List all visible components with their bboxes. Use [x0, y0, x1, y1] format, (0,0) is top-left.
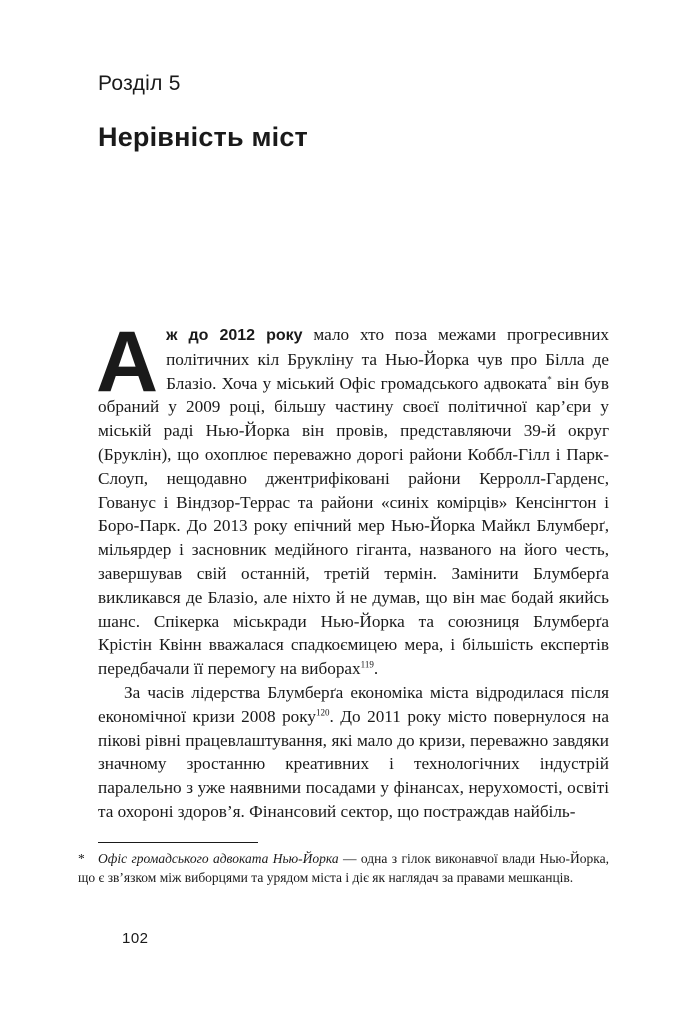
paragraph-2-text-b: . До 2011 року місто повернулося на пікові рівні працевлаштування, які мало до кризи, переважно завдяки значному зростанню креативних і технологічних індустрій паралельно з уже наявними посадами у фінансах, нерухомості, освіті та охороні здоров’я. Фінансовий сектор, що постраждав найбіль-	[98, 706, 609, 821]
body-text	[96, 314, 610, 824]
lead-in: ж до 2012 року	[166, 327, 303, 344]
footnote-mark[interactable]: *	[547, 373, 552, 384]
footnote-divider	[98, 842, 258, 843]
footnote-text: — одна з гілок виконавчої влади Нью-Йорка, що є зв’язком між виборцями та урядом міста і діє як наглядач за правами мешканців.	[78, 851, 609, 885]
page-number: 102	[122, 930, 149, 947]
footnote-marker: *	[78, 851, 85, 866]
paragraph-1-text-c: .	[373, 659, 379, 679]
paragraph-1	[96, 314, 610, 681]
drop-cap: А	[96, 314, 159, 410]
footnote	[78, 849, 609, 887]
paragraph-2	[98, 681, 609, 824]
endnote-ref-119[interactable]: 119	[360, 659, 374, 670]
chapter-title: Нерівність міст	[98, 122, 308, 152]
paragraph-2-text-a: За часів лідерства Блумберґа економіка міста відродилася після економічної кризи 2008 року	[98, 682, 609, 726]
paragraph-1-text-b: він був обраний у 2009 році, більшу частину своєї політичної кар’єри у міській раді Нью-Йорка він провів, представляючи 39-й округ (Бруклін), що охоплює переважно дорогі райони Коббл-Гілл і Парк-Слоуп, нещодавно джентрифіковані райони Керролл-Гарденс, Гованус і Віндзор-Террас та райони «синіх комірців» Кенсінгтон і Боро-Парк. До 2013 року епічний мер Нью-Йорка Майкл Блумберґ, мільярдер і засновник медійного гіганта, названого на його честь, завершував свій останній, третій термін. Замінити Блумберґа викликався де Блазіо, але ніхто й не думав, що він має бодай якийсь шанс. Спікерка міськради Нью-Йорка та союзниця Блумберґа Крістін Квінн вважалася спадкоємицею мера, і більшість експертів передбачали її перемогу на виборах	[98, 373, 610, 679]
endnote-ref-120[interactable]: 120	[315, 707, 330, 718]
footnote-term: Офіс громадського адвоката Нью-Йорка	[98, 851, 339, 866]
chapter-label: Розділ 5	[98, 72, 181, 95]
paragraph-1-text-a: мало хто поза межами прогресивних політичних кіл Брукліну та Нью-Йорка чув про Білла де Блазіо. Хоча у міський Офіс громадського адвоката	[166, 325, 609, 393]
